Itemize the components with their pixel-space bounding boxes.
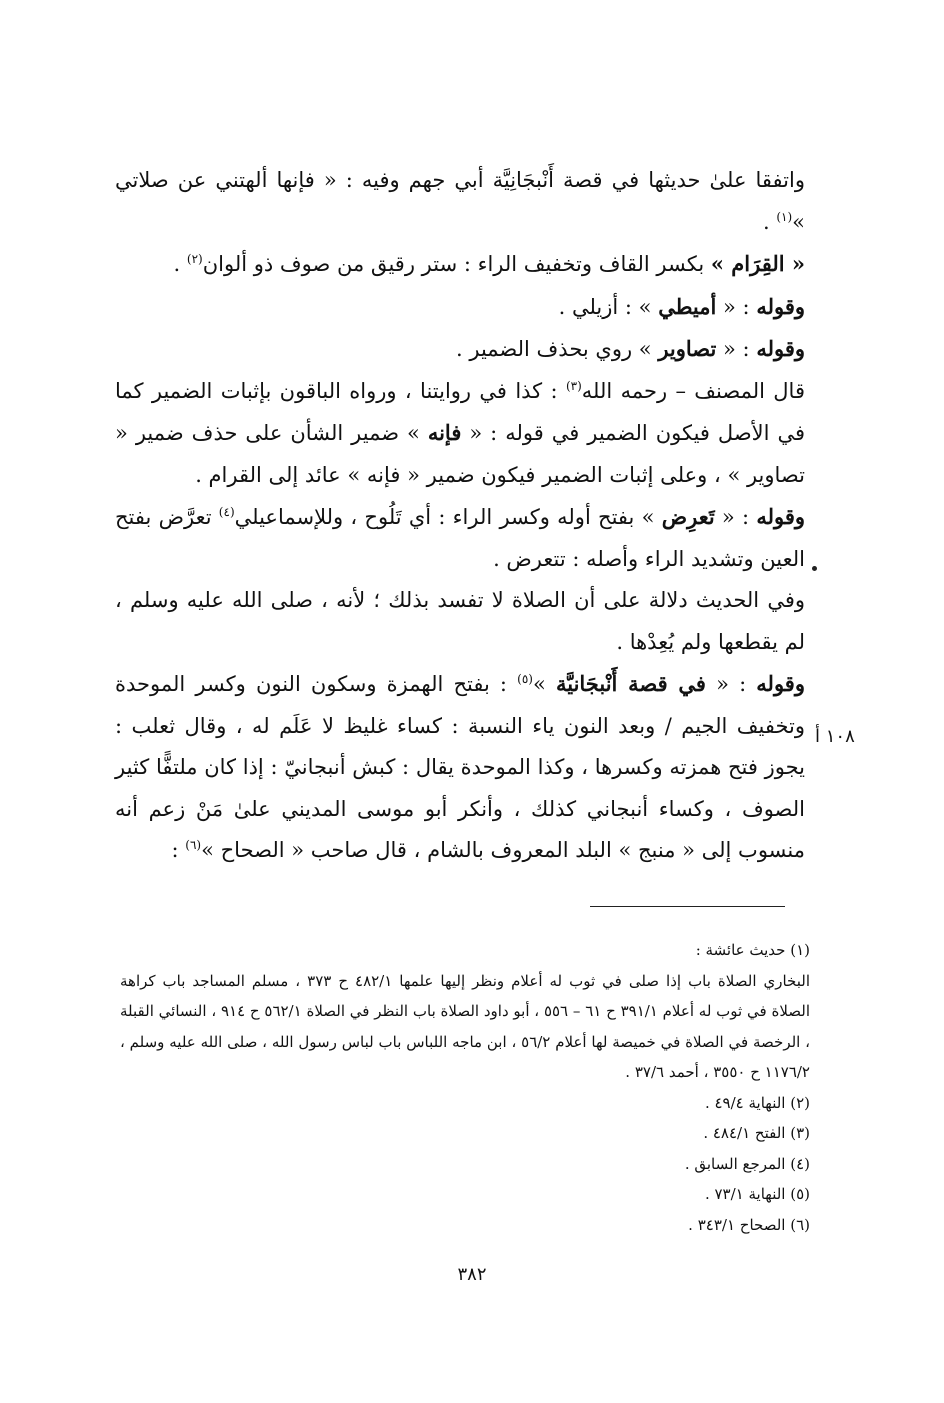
footnote-2: (٢) النهاية ٤٩/٤ .: [704, 1093, 810, 1112]
stray-dot-mark: [812, 566, 817, 571]
footnote-1-heading: (١) حديث عائشة :: [695, 941, 810, 959]
paragraph-4: وقوله : « تصاوير » روي بحذف الضمير .: [456, 336, 805, 361]
footnote-ref-3[interactable]: (٣): [565, 378, 582, 393]
footnote-3: (٣) الفتح ٤٨٤/١ .: [703, 1124, 810, 1142]
footnote-separator: [590, 906, 785, 907]
paragraph-1: واتفقا علىٰ حديثها في قصة أَنْبجَانِيَّة أبي جهم وفيه : « فإنها ألهتني عن صلاتي »$^{(١)}$ .: [115, 168, 805, 234]
manuscript-folio-marker: ١٠٨ أ: [815, 726, 855, 747]
page-number: ٣٨٢: [457, 1264, 487, 1285]
footnote-ref-1[interactable]: (١): [776, 209, 793, 224]
footnote-5: (٥) النهاية ٧٣/١ .: [704, 1185, 810, 1203]
footnote-ref-2[interactable]: (٢): [186, 252, 203, 266]
paragraph-5: قال المصنف – رحمه الله$^{(٣)}$ : كذا في روايتنا ، ورواه الباقون بإثبات الضمير كما في الأصل فيكون الضمير في قوله : « فإنه » ضمير الشأن على حذف ضمير « تصاوير » ، وعلى إثبات الضمير فيكون ضمير « فإنه » عائد إلى القرام .: [115, 378, 805, 487]
paragraph-7: وفي الحديث دلالة على أن الصلاة لا تفسد بذلك ؛ لأنه ، صلى الله عليه وسلم ، لم يقطعها ولم يُعِدْها .: [115, 588, 805, 654]
main-text: [115, 160, 805, 872]
paragraph-2: « القِرَام » بكسر القاف وتخفيف الراء : ستر رقيق من صوف ذو ألوان$^{(٢)}$ .: [173, 251, 805, 276]
footnote-1-body: البخاري الصلاة باب إذا صلى في ثوب له أعلام ونظر إليها علمها ٤٨٢/١ ح ٣٧٣ ، مسلم المساجد باب كراهة الصلاة في ثوب له أعلام ٣٩١/١ ح ٦١ – ٥٥٦ ، أبو داود الصلاة باب النظر في الصلاة ٥٦٢/١ ح ٩١٤ ، النسائي القبلة ، الرخصة في الصلاة في خميصة لها أعلام ٥٦/٢ ، ابن ماجه اللباس باب لباس رسول الله ، صلى الله عليه وسلم ، ١١٧٦/٢ ح ٣٥٥٠ ، أحمد ٣٧/٦ .: [120, 971, 811, 1081]
footnote-ref-4[interactable]: (٤): [218, 505, 235, 519]
footnotes: [120, 935, 810, 1240]
footnote-4: (٤) المرجع السابق .: [684, 1154, 810, 1173]
paragraph-8: وقوله : « في قصة أَنْبجَانيَّة »$^{(٥)}$ : بفتح الهمزة وسكون النون وكسر الموحدة وتخفيف الجيم / وبعد النون ياء النسبة : كساء غليظ لا عَلَم له ، وقال ثعلب : يجوز فتح همزته وكسرها ، وكذا الموحدة يقال : كبش أنبجانيّ : إذا كان ملتفًّا كثير الصوف ، وكساء أنبجاني كذلك ، وأنكر أبو موسى المديني علىٰ مَنْ زعم أنه منسوب إلى « منبج » البلد المعروف بالشام ، قال صاحب « الصحاح »$^{(٦)}$ :: [115, 671, 805, 862]
footnote-ref-6[interactable]: (٦): [185, 838, 202, 852]
paragraph-6: وقوله : « تَعرِض » بفتح أوله وكسر الراء : أي تَلُوح ، وللإسماعيلي$^{(٤)}$ تعرَّض بفتح العين وتشديد الراء وأصله : تتعرض .: [115, 504, 806, 571]
footnote-ref-5[interactable]: (٥): [517, 672, 533, 686]
footnote-6: (٦) الصحاح ٣٤٣/١ .: [688, 1215, 810, 1234]
paragraph-3: وقوله : « أميطي » : أزيلي .: [558, 293, 805, 319]
